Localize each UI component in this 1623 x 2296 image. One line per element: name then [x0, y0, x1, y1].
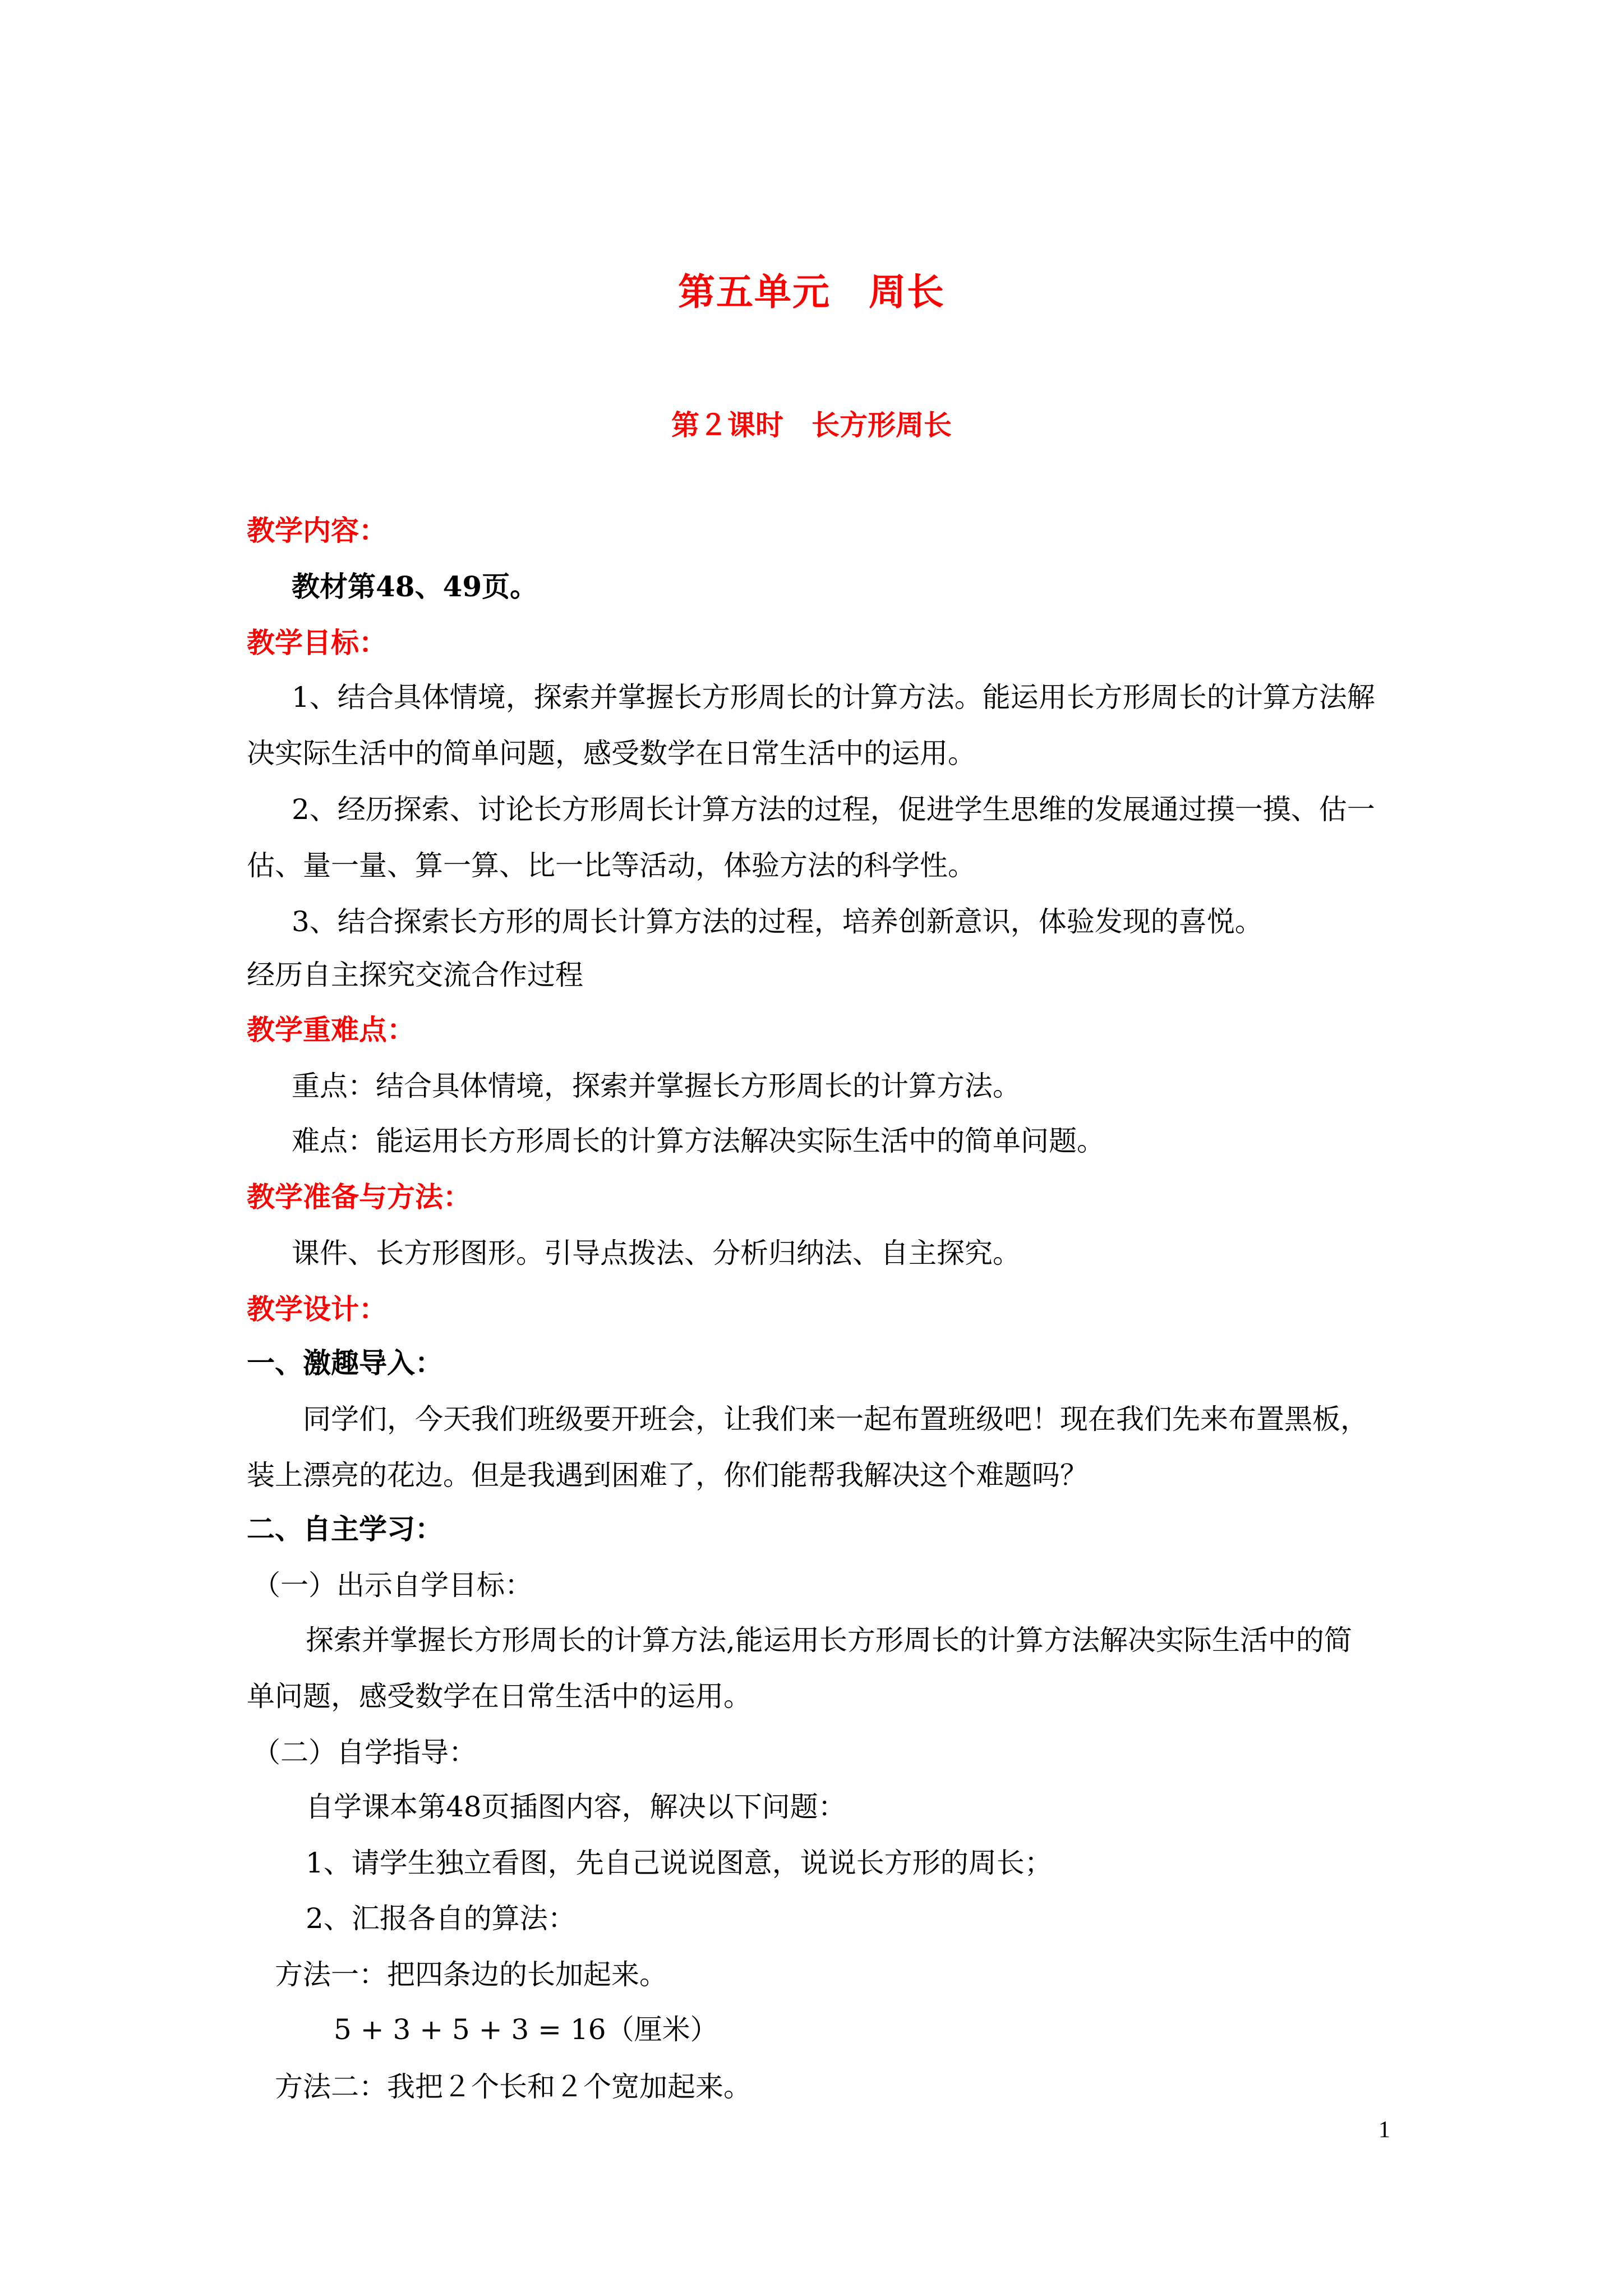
prep-text: 课件、长方形图形。引导点拨法、分析归纳法、自主探究。 [292, 1237, 1021, 1269]
part1-heading: 一、激趣导入： [247, 1346, 443, 1379]
step2-question-2: 2、汇报各自的算法： [306, 1902, 576, 1935]
objective-2-line1: 2、经历探索、讨论长方形周长计算方法的过程，促进学生思维的发展通过摸一摸、估一 [292, 793, 1375, 826]
step2-intro: 自学课本第48页插图内容，解决以下问题： [306, 1791, 846, 1823]
method-1-formula: 5 + 3 + 5 + 3 = 16（厘米） [334, 2013, 718, 2046]
page-number: 1 [1378, 2117, 1390, 2143]
difficult-point: 难点：能运用长方形周长的计算方法解决实际生活中的简单问题。 [292, 1125, 1105, 1157]
step1-line2: 单问题，感受数学在日常生活中的运用。 [247, 1680, 751, 1713]
method-1: 方法一：把四条边的长加起来。 [275, 1958, 667, 1991]
content-text: 教材第48、49页。 [292, 570, 538, 603]
content-heading: 教学内容： [247, 514, 387, 547]
step2-heading: （二）自学指导： [252, 1736, 477, 1769]
objective-2-line2: 估、量一量、算一算、比一比等活动，体验方法的科学性。 [247, 849, 976, 882]
lesson-subtitle: 第２课时 长方形周长 [671, 408, 952, 441]
part1-line2: 装上漂亮的花边。但是我遇到困难了，你们能帮我解决这个难题吗？ [247, 1459, 1088, 1492]
part1-line1: 同学们，今天我们班级要开班会，让我们来一起布置班级吧！现在我们先来布置黑板， [303, 1403, 1368, 1435]
key-points-heading: 教学重难点： [247, 1013, 415, 1046]
prep-heading: 教学准备与方法： [247, 1180, 471, 1213]
design-heading: 教学设计： [247, 1292, 387, 1326]
key-point: 重点：结合具体情境，探索并掌握长方形周长的计算方法。 [292, 1070, 1021, 1102]
objective-1-line1: 1、结合具体情境，探索并掌握长方形周长的计算方法。能运用长方形周长的计算方法解 [292, 681, 1375, 714]
method-2: 方法二：我把２个长和２个宽加起来。 [275, 2070, 751, 2103]
part2-heading: 二、自主学习： [247, 1512, 443, 1545]
step1-line1: 探索并掌握长方形周长的计算方法,能运用长方形周长的计算方法解决实际生活中的简 [306, 1624, 1352, 1657]
step1-heading: （一）出示自学目标： [252, 1569, 533, 1602]
objective-extra: 经历自主探究交流合作过程 [247, 959, 583, 991]
objective-1-line2: 决实际生活中的简单问题，感受数学在日常生活中的运用。 [247, 737, 976, 770]
page-title: 第五单元 周长 [678, 270, 945, 314]
objectives-heading: 教学目标： [247, 626, 387, 659]
objective-3: 3、结合探索长方形的周长计算方法的过程，培养创新意识，体验发现的喜悦。 [292, 905, 1263, 938]
step2-question-1: 1、请学生独立看图，先自己说说图意，说说长方形的周长； [306, 1847, 1053, 1879]
